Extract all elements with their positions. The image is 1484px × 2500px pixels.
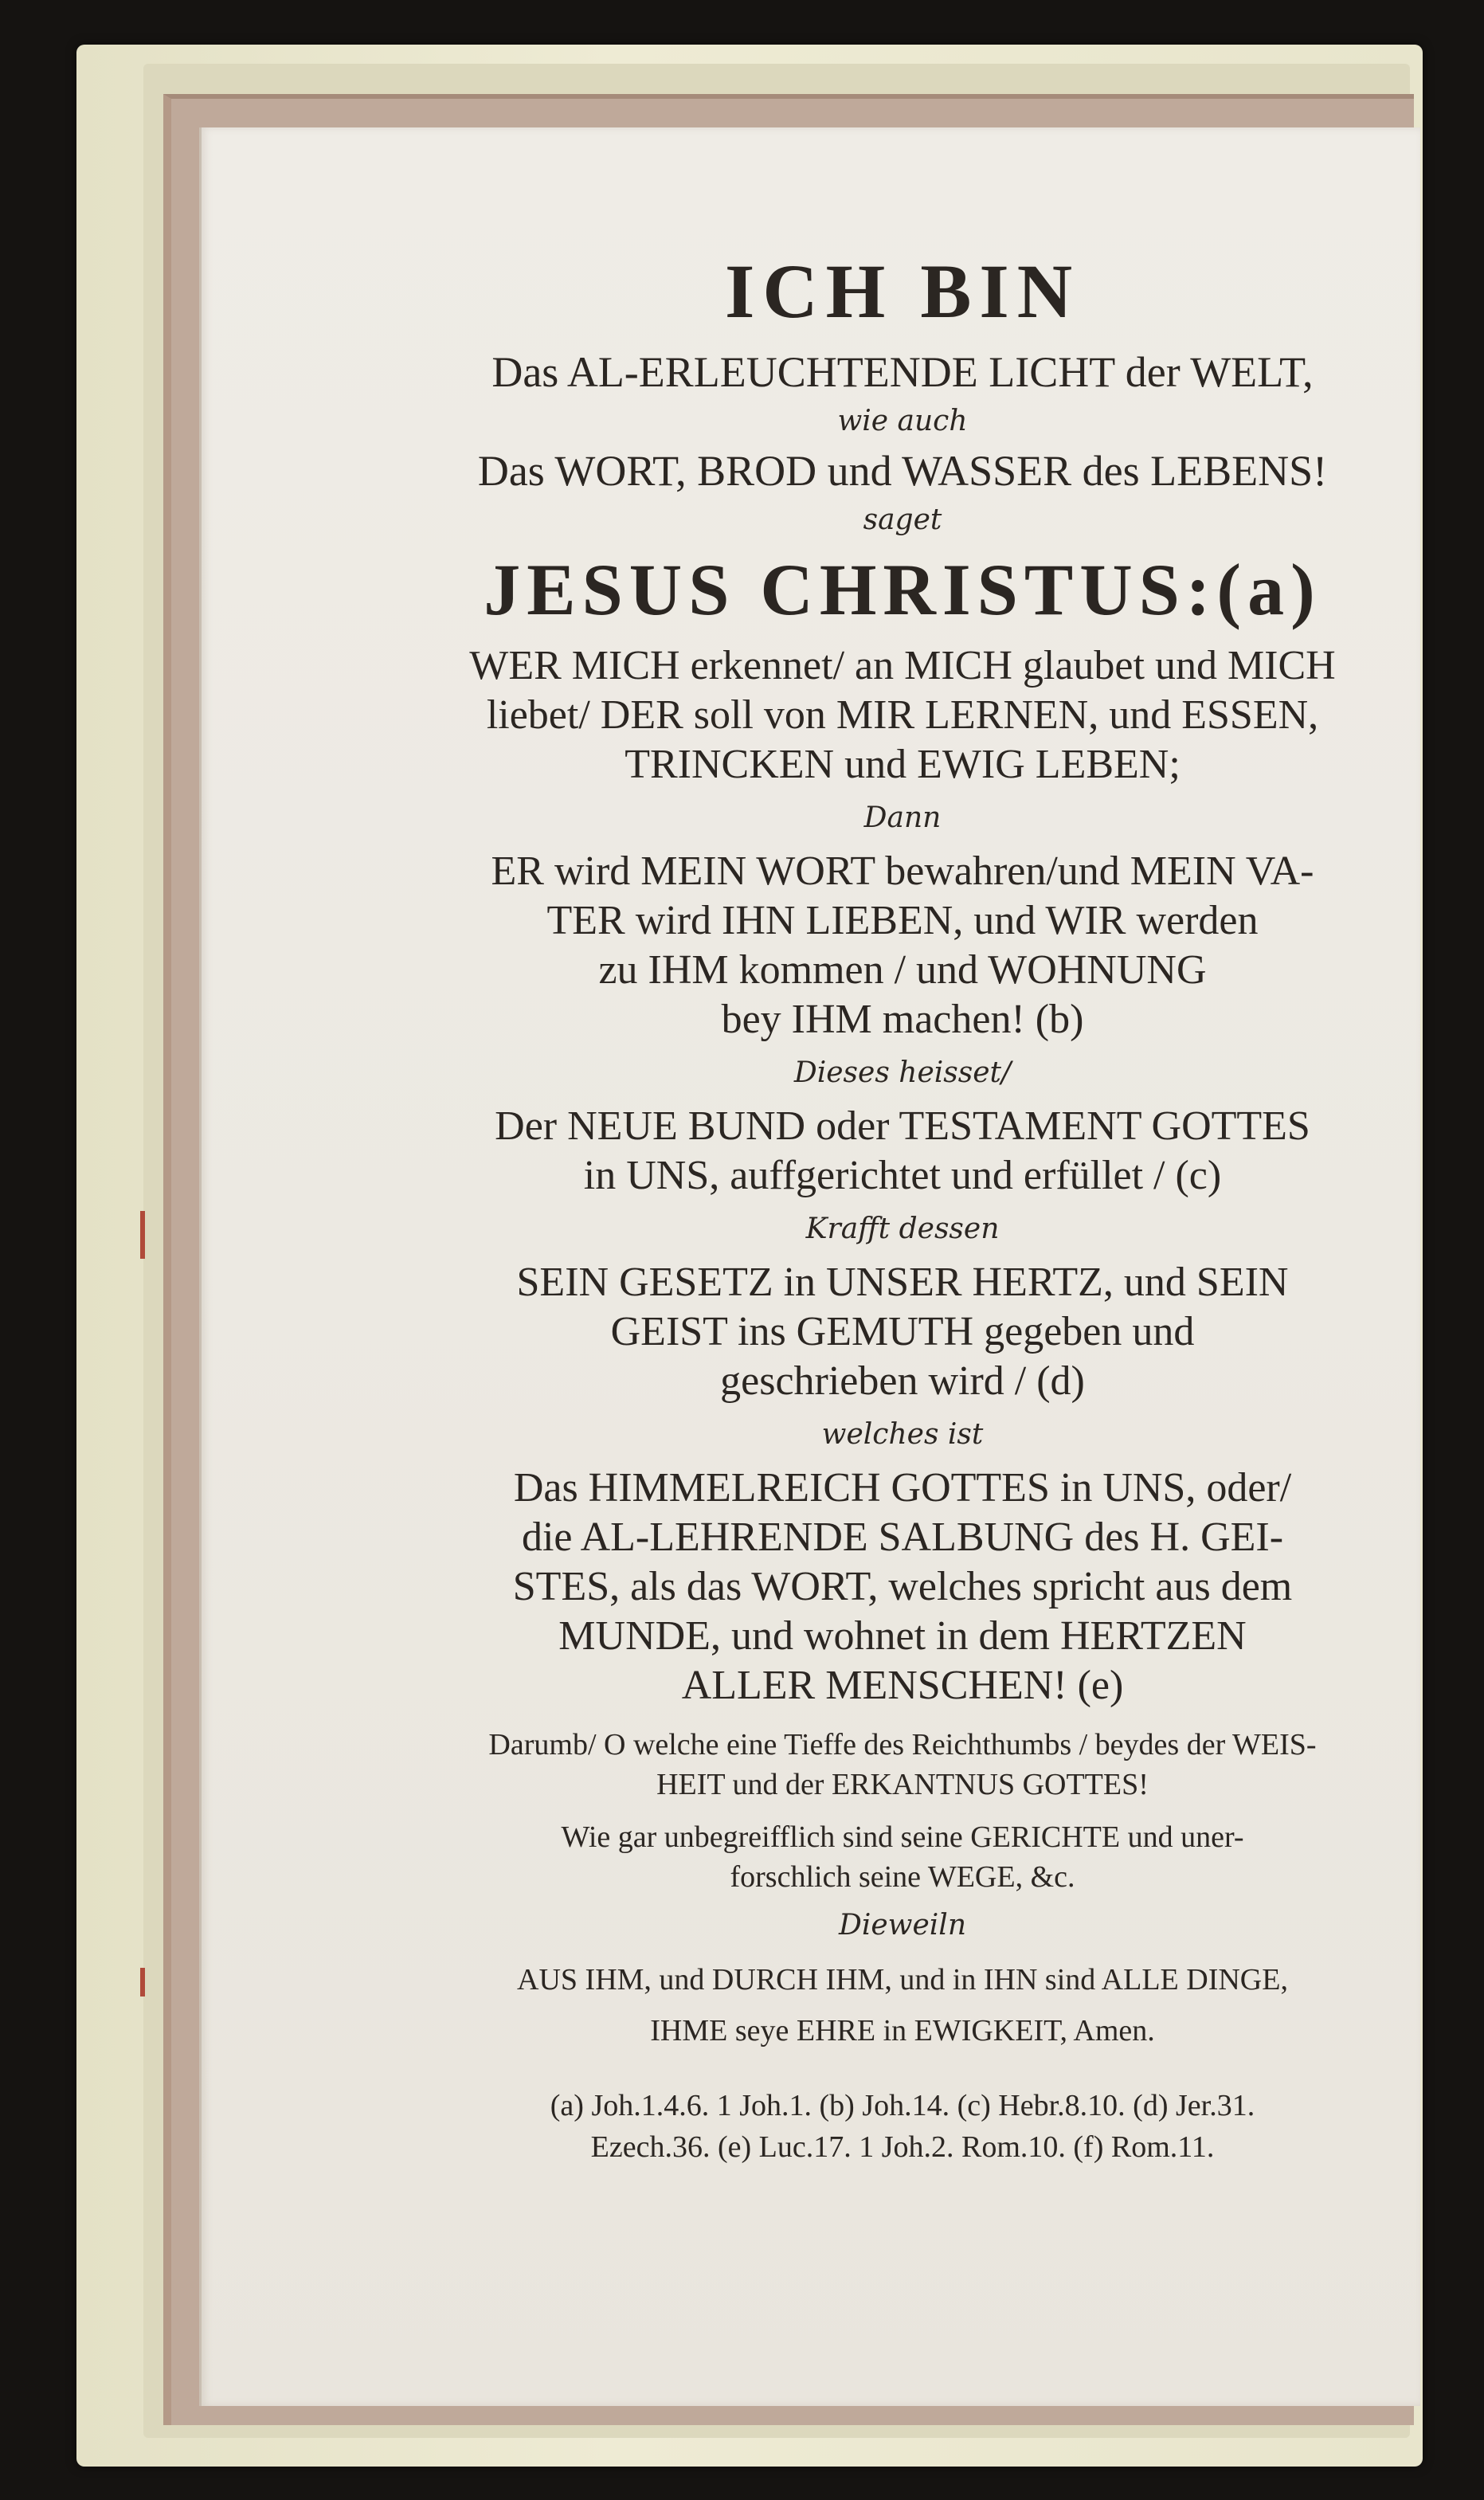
verse-line: WER MICH erkennet/ an MICH glaubet und MICH [469, 643, 1336, 688]
page-text [353, 247, 1452, 2168]
red-edge-mark [140, 1211, 145, 1259]
verse-block-1 [353, 641, 1452, 790]
verse-line: geschrieben wird / (d) [720, 1358, 1085, 1404]
connector-word: Krafft dessen [805, 1213, 1000, 1245]
verse-line: HEIT und der ERKANTNUS GOTTES! [656, 1768, 1149, 1801]
verse-line: ALLER MENSCHEN! (e) [681, 1663, 1124, 1708]
verse-line: Der NEUE BUND oder TESTAMENT GOTTES [495, 1103, 1310, 1149]
verse-line: Das HIMMELREICH GOTTES in UNS, oder/ [513, 1465, 1292, 1511]
intro-line: Das WORT, BROD und WASSER des LEBENS! [477, 447, 1328, 495]
verse-block-2 [353, 847, 1452, 1044]
verse-block-7 [353, 1817, 1452, 1897]
verse-line: in UNS, auffgerichtet und erfüllet / (c) [583, 1153, 1222, 1198]
red-edge-mark [140, 1968, 145, 1996]
connector-word: welches ist [821, 1418, 984, 1451]
intro-connector: saget [863, 504, 942, 536]
verse-line: AUS IHM, und DURCH IHM, und in IHN sind ALLE DINGE, [517, 1963, 1288, 1996]
intro-connector: wie auch [837, 405, 968, 437]
verse-line: die AL-LEHRENDE SALBUNG des H. GEI- [521, 1514, 1284, 1560]
verse-line: liebet/ DER soll von MIR LERNEN, und ESSEN, [486, 692, 1319, 738]
verse-line: TRINCKEN und EWIG LEBEN; [625, 742, 1181, 787]
verse-block-4 [353, 1258, 1452, 1406]
verse-line: Wie gar unbegreifflich sind seine GERICHTE und uner- [561, 1820, 1244, 1854]
verse-block-3 [353, 1102, 1452, 1201]
footnotes [353, 2085, 1452, 2168]
verse-line: ER wird MEIN WORT bewahren/und MEIN VA- [491, 848, 1314, 894]
page-title: ICH BIN [724, 249, 1081, 334]
connector-word: Dann [863, 801, 942, 834]
verse-line: IHME seye EHRE in EWIGKEIT, Amen. [650, 2014, 1155, 2047]
verse-block-6 [353, 1725, 1452, 1804]
verse-line: GEIST ins GEMUTH gegeben und [610, 1309, 1195, 1354]
speaker-name: JESUS CHRISTUS:(a) [484, 549, 1322, 630]
verse-line: SEIN GESETZ in UNSER HERTZ, und SEIN [516, 1260, 1289, 1305]
verse-block-5 [353, 1464, 1452, 1710]
verse-line: Darumb/ O welche eine Tieffe des Reichthumbs / beydes der WEIS- [488, 1728, 1317, 1761]
intro-line: Das AL-ERLEUCHTENDE LICHT der WELT, [491, 348, 1314, 396]
footnote-line: (a) Joh.1.4.6. 1 Joh.1. (b) Joh.14. (c) Hebr.8.10. (d) Jer.31. [550, 2089, 1255, 2122]
verse-line: zu IHM kommen / und WOHNUNG [598, 947, 1207, 993]
verse-line: MUNDE, und wohnet in dem HERTZEN [558, 1613, 1247, 1659]
connector-word: Dieweiln [838, 1909, 966, 1942]
verse-block-8 [353, 1954, 1452, 2056]
verse-line: STES, als das WORT, welches spricht aus dem [512, 1564, 1293, 1609]
verse-line: TER wird IHN LIEBEN, und WIR werden [546, 898, 1259, 943]
book-page [199, 127, 1420, 2406]
connector-word: Dieses heisset/ [793, 1056, 1012, 1089]
footnote-line: Ezech.36. (e) Luc.17. 1 Joh.2. Rom.10. (f) Rom.11. [590, 2130, 1215, 2164]
verse-line: forschlich seine WEGE, &c. [730, 1860, 1075, 1894]
verse-line: bey IHM machen! (b) [721, 997, 1084, 1042]
